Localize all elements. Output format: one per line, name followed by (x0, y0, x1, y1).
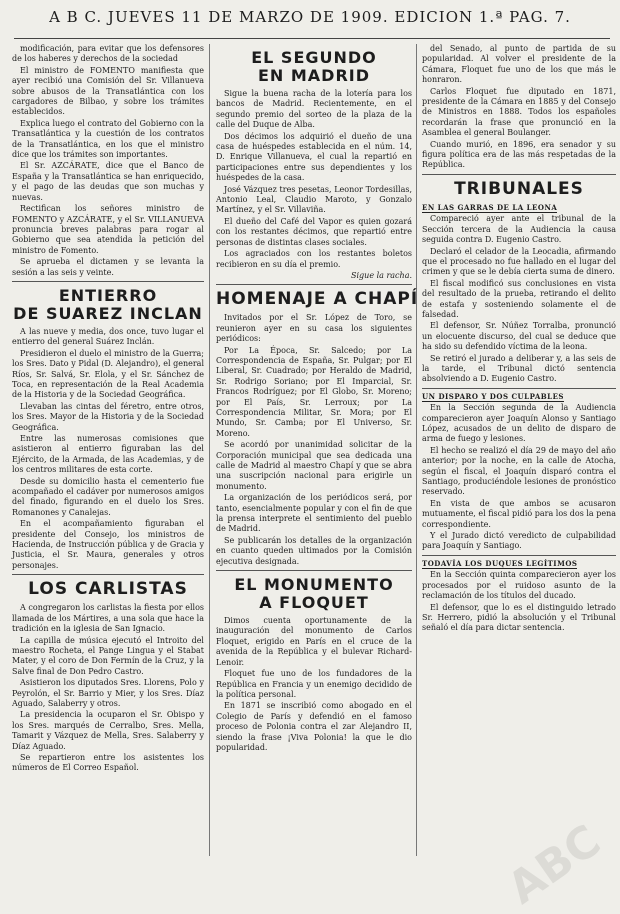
column-1 (12, 44, 204, 856)
article-paragraph: El defensor, Sr. Núñez Torralba, pronunció un elocuente discurso, del cual se deduce que ha sido su defendido víctima de la leona. (422, 321, 616, 352)
section-rule (216, 284, 412, 285)
article-paragraph: La organización de los periódicos será, por tanto, esencialmente popular y con el fin de que la prensa interprete el sentimiento del pueblo de Madrid. (216, 493, 412, 534)
col1-intro (12, 44, 204, 278)
article-paragraph: modificación, para evitar que los defensores de los haberes y derechos de la sociedad (12, 44, 204, 64)
article-paragraph: Se repartieron entre los asistentes los números de El Correo Español. (12, 752, 204, 773)
carlistas-article (12, 603, 204, 774)
page-header: A B C. JUEVES 11 DE MARZO DE 1909. EDICION 1.ª PAG. 7. (49, 8, 571, 26)
article-paragraph: Sigue la buena racha de la lotería para los bancos de Madrid. Recientemente, en el segundo premio del sorteo de la plaza de la calle del Duque de Alba. (216, 89, 412, 130)
section-rule (422, 388, 616, 389)
section-title-carlistas: LOS CARLISTAS (28, 579, 188, 600)
article-paragraph: José Vázquez tres pesetas, Leonor Tordesillas, Antonio Leal, Claudio Maroto, y Gonzalo Martínez, y el Sr. Villaviña. (216, 184, 412, 215)
article-paragraph: La capilla de música ejecutó el Introito del maestro Rocheta, el Pange Lingua y el Stabat Mater, y el coro de Don Fermín de la Cruz, y la Salve final de Don Pedro Castro. (12, 635, 204, 676)
tribunales-article (422, 214, 616, 385)
article-paragraph: Dos décimos los adquirió el dueño de una casa de huéspedes establecida en el núm. 14, D. Enrique Villanueva, el cual la repartió en participaciones entre sus dependientes y los huéspedes de la casa. (216, 131, 412, 183)
article-paragraph: Se retiró el jurado a deliberar y, a las seis de la tarde, el Tribunal dictó sentencia absolviendo a D. Eugenio Castro. (422, 353, 616, 384)
article-paragraph: Se aprueba el dictamen y se levanta la sesión a las seis y veinte. (12, 257, 204, 277)
column-divider (209, 44, 210, 856)
tribunales-lead-label: EN LAS GARRAS DE LA LEONA (422, 202, 558, 212)
article-paragraph: Se publicarán los detalles de la organización en cuanto queden ultimados por la Comisión ejecutiva designada. (216, 535, 412, 566)
article-paragraph: Invitados por el Sr. López de Toro, se reunieron ayer en su casa los siguientes periódicos: (216, 313, 412, 344)
article-paragraph: Y el Jurado dictó veredicto de culpabilidad para Joaquín y Santiago. (422, 531, 616, 551)
section-title-segundo: EL SEGUNDO EN MADRID (251, 48, 377, 85)
article-paragraph: En vista de que ambos se acusaron mutuamente, el fiscal pidió para los dos la pena correspondiente. (422, 498, 617, 529)
article-paragraph: En la Sección quinta comparecieron ayer los procesados por el ruidoso asunto de la reclamación de los títulos del ducado. (422, 570, 616, 601)
article-paragraph: Rectifican los señores ministro de FOMENTO y AZCÁRATE, y el Sr. VILLANUEVA pronuncia breves palabras para rogar al Gobierno que sea atendida la petición del ministro de Fomento. (12, 204, 204, 255)
article-paragraph: A las nueve y media, dos once, tuvo lugar el entierro del general Suárez Inclán. (12, 326, 204, 347)
article-paragraph: Dimos cuenta oportunamente de la inauguración del monumento de Carlos Floquet, erigido en París en el cruce de la avenida de la República y el bulevar Richard-Lenoir. (216, 616, 412, 667)
article-paragraph: El defensor, que lo es el distinguido letrado Sr. Herrero, pidió la absolución y el Tribunal señaló el día para dictar sentencia. (422, 602, 616, 633)
article-paragraph: Asistieron los diputados Sres. Llorens, Polo y Peyrolón, el Sr. Barrio y Mier, y los Sres. Díaz Aguado, Salaberry y otros. (12, 678, 204, 708)
section-title-homenaje: HOMENAJE A CHAPÍ (216, 289, 419, 310)
monumento-article (216, 616, 412, 753)
article-paragraph: En 1871 se inscribió como abogado en el Colegio de París y defendió en el famoso proceso de Polonia contra el zar Alejandro II, siendo la frase ¡Viva Polonia! la que le dio popularidad. (216, 701, 412, 752)
article-paragraph: Por La Época, Sr. Salcedo; por La Correspondencia de España, Sr. Pulgar; por El Liberal, Sr. Cuadrado; por Heraldo de Madrid, Sr. Rodrigo Soriano; por El Imparcial, Sr. Francos Rodríguez; por El Globo, Sr. Moreno; por El País, Sr. Lerroux; por La Correspondencia Militar, Sr. Mora; por El Mundo, Sr. Camba; por El Universo, Sr. Moreno. (216, 345, 412, 438)
tribunales-lead (422, 203, 616, 213)
article-paragraph: del Senado, al punto de partida de su popularidad. Al volver el presidente de la Cámara, Floquet fue uno de los que más le honraron. (422, 44, 616, 85)
article-paragraph: Desde su domicilio hasta el cementerio fue acompañado el cadáver por numerosos amigos del finado, figurando en el duelo los Sres. Romanones y Canalejas. (12, 476, 204, 517)
article-paragraph: A congregaron los carlistas la fiesta por ellos llamada de los Mártires, a una sola que hace la tradición en la iglesia de San Ignacio. (12, 603, 204, 634)
section-rule (216, 570, 412, 571)
section-rule (12, 574, 204, 575)
disparo-lead-label: UN DISPARO Y DOS CULPABLES (422, 391, 564, 401)
article-paragraph: En el acompañamiento figuraban el presidente del Consejo, los ministros de Hacienda, de Instrucción pública y de Gracia y Justicia, el Sr. Maura, generales y otros personajes. (12, 519, 204, 570)
duques-article (422, 570, 616, 633)
article-paragraph: El fiscal modificó sus conclusiones en vista del resultado de la prueba, retirando el delito de estafa y sosteniendo solamente el de falsedad. (422, 278, 616, 319)
header-rule (14, 38, 610, 39)
article-paragraph: Explica luego el contrato del Gobierno con la Transatlántica y la cuestión de los contratos de la Transatlántica, en los que el ministro dice que los trámites son importantes. (12, 118, 204, 160)
section-title-monumento: EL MONUMENTO A FLOQUET (234, 575, 394, 613)
article-paragraph: El ministro de FOMENTO manifiesta que ayer recibió una Comisión del Sr. Villanueva sobre abusos de la Transatlántica con los cargadores de Bilbao, y sobre los trámites establecidos. (12, 65, 204, 117)
article-paragraph: En la Sección segunda de la Audiencia comparecieron ayer Joaquín Alonso y Santiago López, acusados de un delito de disparo de arma de fuego y lesiones. (422, 403, 616, 444)
segundo-article (216, 89, 412, 270)
column-divider (416, 44, 417, 856)
article-paragraph: El dueño del Café del Vapor es quien gozará con los restantes décimos, que repartió entre personas de distintas clases sociales. (216, 216, 412, 247)
article-paragraph: Entre las numerosas comisiones que asistieron al entierro figuraban las del Ejército, de la Armada, de las Academias, y de los centros militares de esta corte. (12, 434, 204, 475)
section-title-entierro: ENTIERRO DE SUAREZ INCLAN (13, 285, 203, 323)
article-paragraph: Carlos Floquet fue diputado en 1871, presidente de la Cámara en 1885 y del Consejo de Ministros en 1888. Todos los españoles recordarán la frase que pronunció en la Asamblea el general Boulanger. (422, 86, 616, 138)
duques-lead-label: TODAVÍA LOS DUQUES LEGÍTIMOS (422, 558, 578, 568)
article-paragraph: El hecho se realizó el día 29 de mayo del año anterior; por la noche, en la calle de Atocha, según el fiscal, el Joaquín disparó contra el Santiago, produciéndole lesiones de pronóstico reservado. (422, 445, 616, 497)
article-paragraph: El Sr. AZCÁRATE, dice que el Banco de España y la Transatlántica se han enriquecido, y el pago de las deudas que son muchas y nuevas. (12, 161, 204, 202)
disparo-lead (422, 392, 616, 402)
disparo-article (422, 403, 616, 552)
column-2 (216, 44, 419, 856)
article-paragraph: La presidencia la ocuparon el Sr. Obispo y los Sres. marqués de Cerralbo, Sres. Mella, Tamarit y Vázquez de Mella, Sres. Salaberry y Díaz Aguado. (12, 710, 204, 751)
section-rule (422, 174, 616, 175)
article-paragraph: Compareció ayer ante el tribunal de la Sección tercera de la Audiencia la causa seguida contra D. Eugenio Castro. (422, 214, 616, 245)
duques-lead (422, 559, 616, 569)
abc-watermark: ABC (498, 815, 610, 914)
article-paragraph: Presidieron el duelo el ministro de la Guerra; los Sres. Dato y Pidal (D. Alejandro), el general Ríos, Sr. Salvá, Sr. Elola, y el Sr. Sánchez de Toca, en representación de la Real Academia de la Historia y de la Sociedad Geográfica. (12, 348, 204, 400)
article-paragraph: Llevaban las cintas del féretro, entre otros, los Sres. Mayor de la Historia y de la Sociedad Geográfica. (12, 401, 204, 432)
segundo-signoff: Sigue la racha. (351, 270, 412, 280)
homenaje-article (216, 313, 412, 567)
article-paragraph: Declaró el celador de la Leocadia, afirmando que el procesado no fue hallado en el lugar del crimen y que se le debía cierta suma de dinero. (422, 246, 616, 277)
article-paragraph: Floquet fue uno de los fundadores de la República en Francia y un enemigo decidido de la política personal. (216, 669, 412, 699)
column-3 (422, 44, 616, 856)
section-rule (12, 281, 204, 282)
article-paragraph: Cuando murió, en 1896, era senador y su figura política era de las más respetadas de la República. (422, 139, 616, 170)
col3-intro (422, 44, 616, 171)
section-title-tribunales: TRIBUNALES (454, 178, 584, 199)
article-paragraph: Se acordó por unanimidad solicitar de la Corporación municipal que sea dedicada una calle de Madrid al maestro Chapí y que se abra una suscripción nacional para erigirle un monumento. (216, 440, 412, 491)
article-paragraph: Los agraciados con los restantes boletos recibieron en su día el premio. (216, 249, 412, 269)
section-rule (422, 555, 616, 556)
entierro-article (12, 327, 204, 571)
